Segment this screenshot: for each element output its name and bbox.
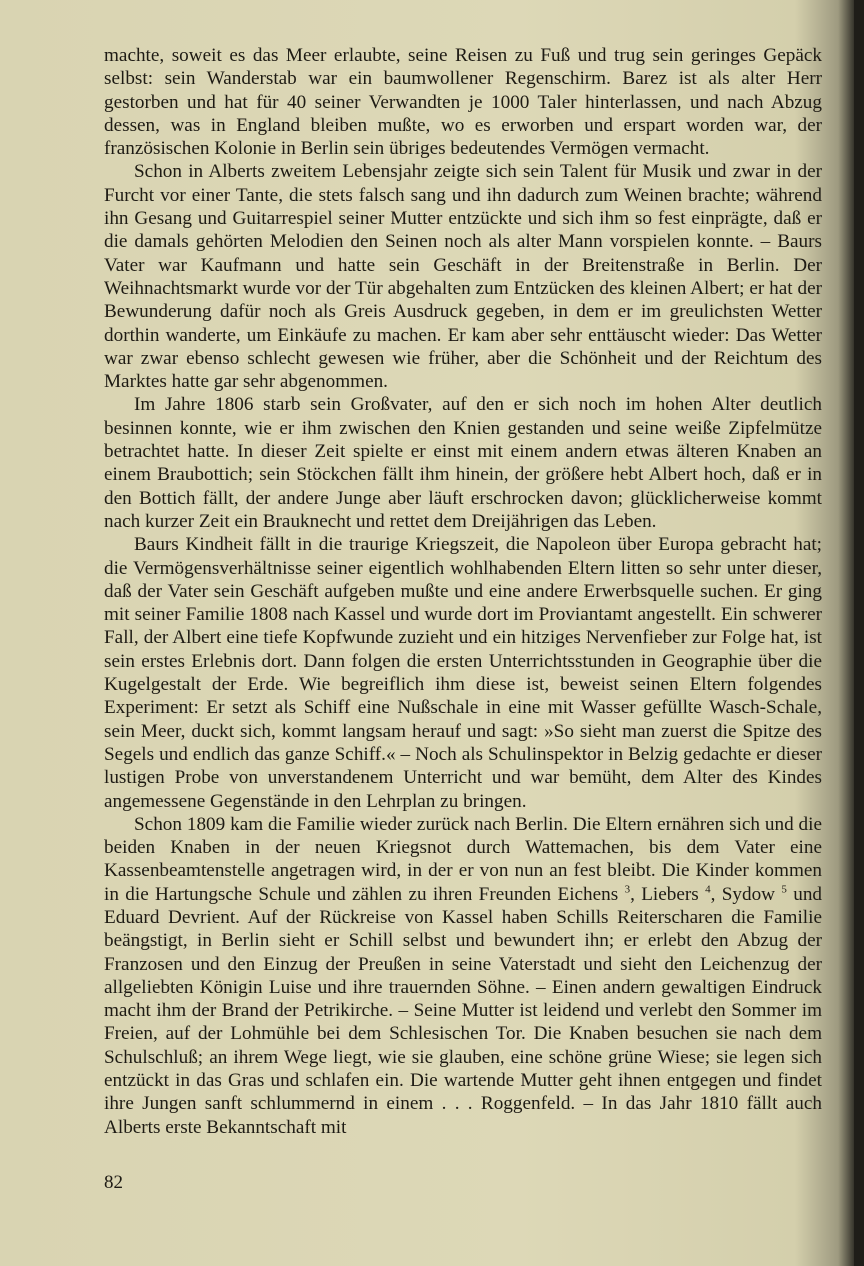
footnote-ref-4: 4 xyxy=(705,883,711,896)
footnote-ref-5: 5 xyxy=(781,883,787,896)
paragraph-5-part-3: , Sydow xyxy=(710,883,776,905)
paragraph-5-part-2: , Liebers xyxy=(630,883,699,905)
paragraph-2: Schon in Alberts zweitem Lebensjahr zeigte sich sein Talent für Musik und zwar in der Furcht vor einer Tante, die stets falsch sang und ihn dadurch zum Weinen brachte; während ihn Gesang und Guitarrespiel seiner Mutter entzückte und sich ihm so fest einprägte, daß er die damals gehörten Melodien den Seinen noch als alter Mann vorspielen konnte. – Baurs Vater war Kaufmann und hatte sein Geschäft in der Breitenstraße in Berlin. Der Weihnachtsmarkt wurde vor der Tür abgehalten zum Entzücken des kleinen Albert; er hat der Bewunderung dafür noch als Greis Ausdruck gegeben, in dem er im greulichsten Wetter dorthin wanderte, um Einkäufe zu machen. Er kam aber sehr enttäuscht wieder: Das Wetter war zwar ebenso schlecht gewesen wie früher, aber die Schönheit und der Reichtum des Marktes hatte gar sehr abgenommen. xyxy=(104,161,822,393)
paragraph-4: Baurs Kindheit fällt in die traurige Kriegszeit, die Napoleon über Europa gebracht hat; die Vermögensverhältnisse seiner eigentlich wohlhabenden Eltern litten so sehr unter dieser, daß der Vater sein Geschäft aufgeben mußte und eine andere Erwerbsquelle suchen. Er ging mit seiner Familie 1808 nach Kassel und wurde dort im Proviantamt angestellt. Ein schwerer Fall, der Albert eine tiefe Kopfwunde zuzieht und ein hitziges Nervenfieber zur Folge hat, ist sein erstes Erlebnis dort. Dann folgen die ersten Unterrichtsstunden in Geographie über die Kugelgestalt der Erde. Wie begreiflich ihm diese ist, beweist seinen Eltern folgendes Experiment: Er setzt als Schiff eine Nußschale in eine mit Wasser gefüllte Wasch-Schale, sein Meer, duckt sich, kommt langsam herauf und sagt: »So sieht man zuerst die Spitze des Segels und endlich das ganze Schiff.« – Noch als Schulinspektor in Belzig gedachte er dieser lustigen Probe von unverstandenem Unterricht und war bemüht, dem Alter des Kindes angemessene Gegenstände in den Lehrplan zu bringen. xyxy=(104,534,822,812)
footnote-ref-3: 3 xyxy=(624,883,631,896)
paragraph-5 xyxy=(104,813,822,1139)
page-number: 82 xyxy=(104,1172,123,1193)
paragraph-1: machte, soweit es das Meer erlaubte, seine Reisen zu Fuß und trug sein geringes Gepäck selbst: sein Wanderstab war ein baumwollener Regenschirm. Barez ist als alter Herr gestorben und hat für 40 seiner Verwandten je 1000 Taler hinterlassen, und nach Abzug dessen, was in England bleiben mußte, wo es erworben und erspart worden war, der französischen Kolonie in Berlin sein übriges bedeutendes Vermögen vermacht. xyxy=(104,45,822,160)
paragraph-5-part-1: Schon 1809 kam die Familie wieder zurück nach Berlin. Die Eltern ernähren sich und die beiden Knaben in der neuen Kriegsnot durch Wattemachen, bis dem Vater eine Kassenbeamtenstelle angetragen wird, in der er von nun an fest bleibt. Die Kinder kommen in die Hartungsche Schule und zählen zu ihren Freunden Eichens xyxy=(104,813,822,905)
paragraph-5-part-4: und Eduard Devrient. Auf der Rückreise von Kassel haben Schills Reiterscharen die Familie beängstigt, in Berlin sieht er Schill selbst und bewundert ihn; er erlebt den Abzug der Franzosen und den Einzug der Preußen in seine Vaterstadt und sieht den Leichenzug der allgeliebten Königin Luise und ihre trauernden Söhne. – Einen andern gewaltigen Eindruck macht ihm der Brand der Petrikirche. – Seine Mutter ist leidend und verlebt den Sommer im Freien, auf der Lohmühle bei dem Schlesischen Tor. Die Knaben besuchen sie nach dem Schulschluß; an ihrem Wege liegt, wie sie glauben, eine schöne grüne Wiese; sie legen sich entzückt in das Gras und schlafen ein. Die wartende Mutter geht ihnen entgegen und findet ihre Jungen sanft schlummernd in einem . . . Roggenfeld. – In das Jahr 1810 fällt auch Alberts erste Bekanntschaft mit xyxy=(104,883,823,1138)
paragraph-3: Im Jahre 1806 starb sein Großvater, auf den er sich noch im hohen Alter deutlich besinnen konnte, wie er ihm zwischen den Knien gestanden und seine weiße Zipfelmütze betrachtet hatte. In dieser Zeit spielte er einst mit einem andern etwas älteren Knaben an einem Braubottich; sein Stöckchen fällt ihm hinein, der größere hebt Albert hoch, daß er in den Bottich fällt, der andere Junge aber läuft erschrocken davon; glücklicherweise kommt nach kurzer Zeit ein Brauknecht und rettet dem Dreijährigen das Leben. xyxy=(104,394,822,532)
page-edge-shadow xyxy=(854,0,864,1266)
body-text xyxy=(104,44,822,1139)
